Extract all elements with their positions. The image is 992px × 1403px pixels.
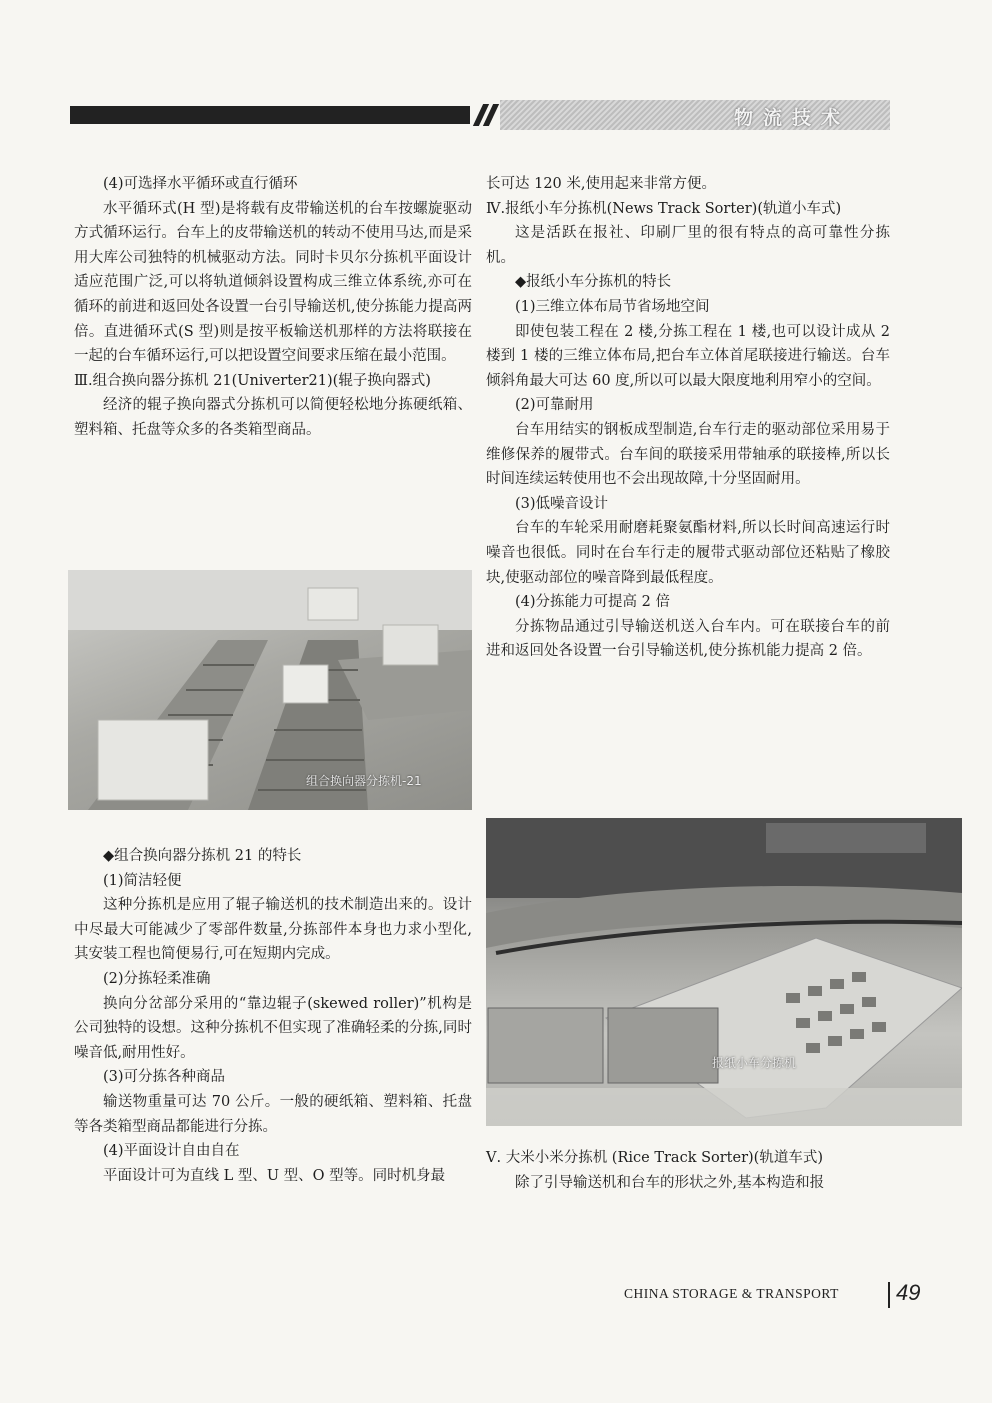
- subheading: 长可达 120 米,使用起来非常方便。: [486, 176, 717, 192]
- subheading: ◆报纸小车分拣机的特长: [515, 274, 672, 291]
- left-column-bottom: [74, 844, 472, 1188]
- page-number: 49: [896, 1280, 921, 1305]
- body-paragraph: 输送物重量可达 70 公斤。一般的硬纸箱、塑料箱、托盘等各类箱型商品都能进行分拣。: [74, 1093, 472, 1135]
- subheading: (1)三维立体布局节省场地空间: [515, 298, 710, 315]
- subheading: Ⅳ.报纸小车分拣机(News Track Sorter)(轨道小车式): [486, 200, 842, 217]
- header-light-stripe: [500, 100, 890, 130]
- sorter-illustration: [486, 818, 962, 1126]
- news-track-sorter-photo: [486, 818, 962, 1126]
- body-paragraph: 这是活跃在报社、印刷厂里的很有特点的高可靠性分拣机。: [486, 225, 890, 266]
- subheading: (4)分拣能力可提高 2 倍: [515, 594, 670, 611]
- body-paragraph: 分拣物品通过引导输送机送入台车内。可在联接台车的前进和返回处各设置一台引导输送机,使分拣机能力提高 2 倍。: [486, 618, 890, 660]
- subheading: (4)可选择水平循环或直行循环: [103, 176, 298, 192]
- photo-caption: 报纸小车分拣机: [712, 1056, 797, 1070]
- roller-sorter-photo: [68, 570, 472, 810]
- subheading: ◆组合换向器分拣机 21 的特长: [103, 848, 302, 864]
- body-paragraph: 除了引导输送机和台车的形状之外,基本构造和报: [515, 1174, 825, 1191]
- page-footer: [624, 1280, 924, 1310]
- body-paragraph: 经济的辊子换向器式分拣机可以简便轻松地分拣硬纸箱、塑料箱、托盘等众多的各类箱型商品。: [74, 397, 472, 438]
- subheading: Ⅲ.组合换向器分拣机 21(Univerter21)(辊子换向器式): [74, 372, 431, 389]
- body-paragraph: 这种分拣机是应用了辊子输送机的技术制造出来的。设计中尽最大可能减少了零部件数量,分拣部件本身也力求小型化,其安装工程也简便易行,可在短期内完成。: [74, 897, 472, 963]
- body-paragraph: 即使包装工程在 2 楼,分拣工程在 1 楼,也可以设计成从 2 楼到 1 楼的三维立体布局,把台车立体首尾联接进行输送。台车倾斜角最大可达 60 度,所以可以最大限度地利用窄小的空间。: [486, 323, 890, 389]
- body-paragraph: 水平循环式(H 型)是将载有皮带输送机的台车按螺旋驱动方式循环运行。台车上的皮带输送机的转动不使用马达,而是采用大库公司独特的机械驱动方法。同时卡贝尔分拣机平面设计适应范围广泛,可以将轨道倾斜设置构成三维立体系统,亦可在循环的前进和返回处各设置一台引导输送机,使分拣能力提高两倍。直进循环式(S 型)则是按平板输送机那样的方法将联接在一起的台车循环运行,可以把设置空间要求压缩在最小范围。: [74, 200, 472, 365]
- subheading: (2)可靠耐用: [515, 397, 594, 414]
- body-paragraph: 平面设计可为直线 L 型、U 型、O 型等。同时机身最: [103, 1167, 446, 1184]
- right-column-bottom: [486, 1146, 890, 1195]
- subheading: (2)分拣轻柔准确: [103, 970, 211, 987]
- magazine-name: CHINA STORAGE & TRANSPORT: [624, 1286, 839, 1301]
- subheading: Ⅴ. 大米小米分拣机 (Rice Track Sorter)(轨道车式): [486, 1150, 823, 1166]
- footer-divider: [888, 1282, 890, 1308]
- subheading: (3)低噪音设计: [515, 495, 609, 512]
- right-column-top: [486, 172, 890, 664]
- header-bar: [70, 100, 890, 130]
- body-paragraph: 换向分岔部分采用的“靠边辊子(skewed roller)”机构是公司独特的设想。这种分拣机不但实现了准确轻柔的分拣,同时噪音低,耐用性好。: [74, 995, 472, 1061]
- header-dark-stripe: [70, 106, 470, 124]
- section-title: 物流技术: [733, 107, 850, 129]
- subheading: (3)可分拣各种商品: [103, 1069, 226, 1086]
- subheading: (1)简洁轻便: [103, 872, 182, 889]
- subheading: (4)平面设计自由自在: [103, 1143, 240, 1160]
- photo-caption: 组合换向器分拣机-21: [306, 774, 422, 788]
- body-paragraph: 台车的车轮采用耐磨耗聚氨酯材料,所以长时间高速运行时噪音也很低。同时在台车行走的履带式驱动部位还粘贴了橡胶块,使驱动部位的噪音降到最低程度。: [486, 520, 890, 586]
- left-column-top: [74, 172, 472, 443]
- body-paragraph: 台车用结实的钢板成型制造,台车行走的驱动部位采用易于维修保养的履带式。台车间的联接采用带轴承的联接棒,所以长时间连续运转使用也不会出现故障,十分坚固耐用。: [486, 421, 890, 488]
